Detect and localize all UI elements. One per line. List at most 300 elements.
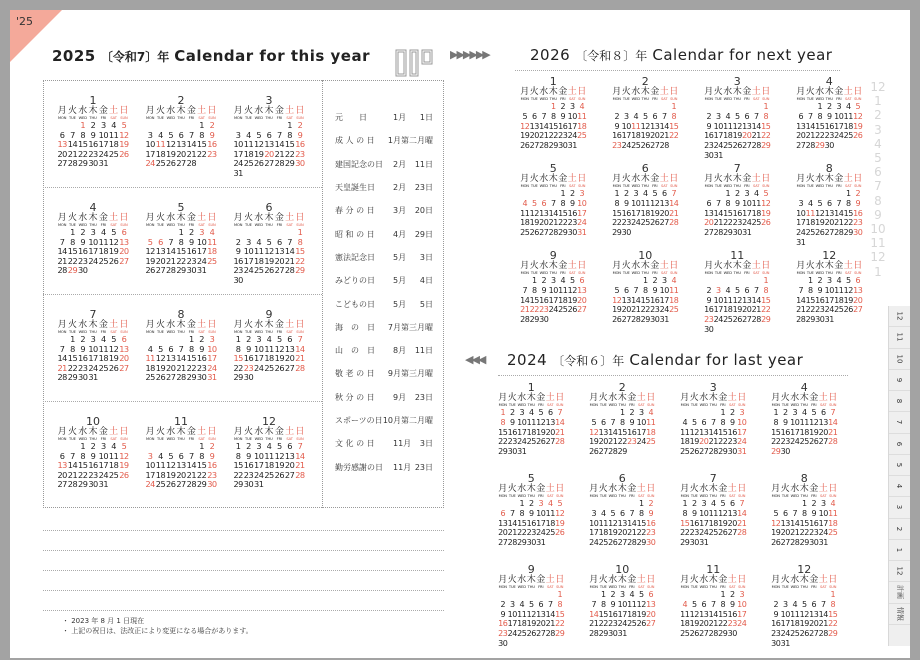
day-cell: 13 <box>659 198 669 208</box>
day-cell: 20 <box>539 218 549 228</box>
side-tab-label: 2 <box>895 526 904 531</box>
holiday-month: 5月 <box>393 252 407 262</box>
day-cell: 12 <box>520 121 530 131</box>
day-cell: 17 <box>818 518 828 528</box>
holiday-row <box>335 455 435 478</box>
corner-year-label: '25 <box>16 15 34 28</box>
day-cell: 2 <box>652 276 658 285</box>
weekday-eng-label: WED <box>699 494 708 498</box>
day-cell: 16 <box>780 427 790 437</box>
day-cell: 24 <box>98 148 109 159</box>
day-cell <box>806 102 816 112</box>
day-cell: 2 <box>773 599 779 609</box>
day-cell: 4 <box>648 408 654 417</box>
day-cell: 9 <box>560 111 566 121</box>
weekday-label: 日 <box>669 174 679 184</box>
day-cell: 26 <box>520 141 530 151</box>
day-cell: 5 <box>266 236 272 247</box>
day-cell: 19 <box>689 437 699 447</box>
side-tab-label: 11 <box>895 332 904 342</box>
day-cell: 22 <box>233 362 243 373</box>
weekday-eng-label: MON <box>612 184 621 188</box>
weekday-label: 木 <box>88 427 98 437</box>
memo-line <box>43 590 444 591</box>
weekday-label: 火 <box>155 213 165 223</box>
day-cell <box>520 102 530 112</box>
weekday-label: 水 <box>539 261 549 271</box>
day-cell: 4 <box>579 102 585 111</box>
month-number: 1 <box>527 381 535 394</box>
day-cell: 3 <box>820 499 826 508</box>
weekday-label: 金 <box>650 261 660 271</box>
day-cell: 28 <box>57 372 67 383</box>
day-cell: 28 <box>186 479 197 490</box>
weekday-label: 土 <box>818 393 828 403</box>
day-cell: 1 <box>763 102 769 111</box>
last-year-label: Calendar for last year <box>629 351 804 369</box>
weekday-label: 水 <box>608 575 618 585</box>
day-cell: 16 <box>612 131 622 141</box>
day-cell: 20 <box>699 437 709 447</box>
day-cell: 17 <box>699 518 709 528</box>
weekday-label: 金 <box>186 320 196 330</box>
day-cell: 8 <box>70 236 75 247</box>
day-cell: 9 <box>188 236 194 247</box>
weekday-label: 土 <box>567 87 577 97</box>
day-cell: 30 <box>88 158 98 169</box>
day-cell: 15 <box>196 139 207 150</box>
day-cell: 19 <box>254 148 264 159</box>
weekday-eng-label: THU <box>709 585 717 589</box>
day-cell: 8 <box>519 508 525 518</box>
day-cell: 23 <box>727 619 737 629</box>
day-cell: 9 <box>235 246 241 257</box>
weekday-eng-label: THU <box>709 494 717 498</box>
weekday-row <box>771 485 838 494</box>
weekday-label: 金 <box>650 174 660 184</box>
holiday-date <box>393 345 435 356</box>
day-cell <box>714 189 724 199</box>
day-cell: 30 <box>196 372 207 383</box>
day-cell: 12 <box>843 285 853 295</box>
day-cell: 29 <box>771 447 781 457</box>
weekday-eng-label: SAT <box>286 437 293 441</box>
weekday-row <box>612 175 679 184</box>
weekday-row <box>589 394 656 403</box>
day-cell: 11 <box>520 208 530 218</box>
month-calendar <box>145 201 217 276</box>
day-cell: 14 <box>295 450 305 461</box>
day-cell: 2 <box>541 276 547 285</box>
day-cell: 30 <box>243 372 254 383</box>
weekday-label: 日 <box>577 261 587 271</box>
day-cell: 21 <box>555 427 565 437</box>
day-cell: 2 <box>734 189 740 198</box>
month-number: 6 <box>618 472 626 485</box>
holiday-date <box>393 159 435 170</box>
weekday-label: 日 <box>669 261 679 271</box>
side-tab-label: 6 <box>895 441 904 446</box>
day-cell: 1 <box>531 276 537 285</box>
day-cell: 21 <box>608 437 618 447</box>
day-cell: 30 <box>498 638 508 648</box>
weekday-eng-label: SAT <box>286 330 293 334</box>
day-cell: 6 <box>826 198 832 208</box>
day-cell: 13 <box>742 121 752 131</box>
day-cell: 4 <box>246 129 251 140</box>
weekday-label: 木 <box>799 575 809 585</box>
weekday-label: 日 <box>853 174 863 184</box>
holiday-row <box>335 129 435 152</box>
day-cell: 25 <box>254 265 264 276</box>
day-cell: 5 <box>845 276 851 285</box>
day-cell: 8 <box>550 111 556 121</box>
weekday-eng-label: SAT <box>820 494 827 498</box>
day-cell: 14 <box>669 198 679 208</box>
side-tab[interactable] <box>889 582 910 603</box>
day-cell: 11 <box>517 609 527 619</box>
day-cell: 9 <box>855 198 861 208</box>
day-cell: 18 <box>207 246 217 257</box>
side-tab[interactable] <box>889 540 910 561</box>
day-cell <box>622 102 632 112</box>
day-cell: 8 <box>671 111 677 121</box>
day-cell: 20 <box>119 353 129 364</box>
day-cell: 20 <box>824 218 834 228</box>
weekday-label: 水 <box>517 484 527 494</box>
weekday-label: 日 <box>207 427 217 437</box>
weekday-eng-label: MON <box>233 223 243 227</box>
day-cell: 15 <box>723 208 733 218</box>
weekday-label: 火 <box>780 575 790 585</box>
day-cell: 28 <box>186 158 197 169</box>
weekday-eng-label: SAT <box>753 184 760 188</box>
weekday-label: 日 <box>853 87 863 97</box>
weekday-eng-label: THU <box>641 184 649 188</box>
day-cell: 29 <box>828 629 838 639</box>
day-grid <box>680 590 747 639</box>
day-cell: 21 <box>67 469 78 480</box>
day-cell: 24 <box>699 528 709 538</box>
weekday-row <box>612 262 679 271</box>
weekday-label: 水 <box>723 261 733 271</box>
weekday-row <box>145 321 217 330</box>
day-cell <box>771 499 781 509</box>
day-cell: 10 <box>577 198 587 208</box>
day-cell: 5 <box>642 111 648 121</box>
weekday-label: 水 <box>166 213 176 223</box>
weekday-eng-label: SAT <box>198 223 205 227</box>
weekday-eng-label: SUN <box>854 97 862 101</box>
month-number: 12 <box>797 563 812 576</box>
day-cell: 4 <box>519 599 525 609</box>
side-tab[interactable] <box>889 412 910 433</box>
day-cell: 12 <box>689 609 699 619</box>
side-tab[interactable] <box>889 497 910 518</box>
day-cell: 12 <box>529 208 539 218</box>
month-calendar <box>680 563 747 639</box>
day-cell: 14 <box>166 246 176 257</box>
day-cell: 11 <box>264 343 274 354</box>
weekday-eng-label: SAT <box>569 271 576 275</box>
weekday-eng-label: MON <box>771 403 780 407</box>
weekday-label: 金 <box>809 393 819 403</box>
weekday-label: 水 <box>539 87 549 97</box>
weekday-eng-label: FRI <box>100 223 106 227</box>
holiday-month: 4月 <box>393 229 407 239</box>
day-cell: 10 <box>254 343 264 354</box>
day-cell: 1 <box>80 441 86 451</box>
holiday-month: 9月 <box>387 369 401 379</box>
month-calendar <box>704 75 771 161</box>
day-cell: 14 <box>548 208 558 218</box>
day-cell: 17 <box>88 353 98 364</box>
side-tab-label: 情報 <box>895 606 904 621</box>
day-cell: 9 <box>826 111 832 121</box>
day-cell: 24 <box>517 437 527 447</box>
side-tab[interactable] <box>889 519 910 540</box>
holiday-date <box>383 415 435 426</box>
day-cell: 9 <box>541 285 547 295</box>
weekday-eng-label: MON <box>145 223 155 227</box>
day-cell: 29 <box>176 265 186 276</box>
weekday-eng-label: TUE <box>622 97 630 101</box>
day-cell: 26 <box>108 362 119 373</box>
day-cell: 14 <box>555 417 565 427</box>
day-cell: 5 <box>652 189 658 198</box>
day-cell: 17 <box>713 131 723 141</box>
day-cell: 16 <box>196 353 207 364</box>
day-cell: 9 <box>80 343 86 354</box>
day-cell: 25 <box>669 305 679 315</box>
day-cell: 21 <box>166 255 176 266</box>
weekday-label: 月 <box>680 484 690 494</box>
day-cell: 14 <box>828 417 838 427</box>
day-cell: 12 <box>274 450 285 461</box>
day-cell <box>508 499 518 509</box>
day-cell: 13 <box>824 208 834 218</box>
weekday-eng-label: THU <box>618 403 626 407</box>
day-cell: 30 <box>650 315 660 325</box>
weekday-label: 土 <box>727 484 737 494</box>
weekday-eng-label: MON <box>704 184 713 188</box>
weekday-label: 月 <box>233 427 243 437</box>
side-tab[interactable] <box>889 604 910 625</box>
weekday-eng-label: FRI <box>276 223 282 227</box>
side-index-tabs <box>888 306 910 646</box>
weekday-label: 木 <box>88 320 98 330</box>
day-cell: 18 <box>646 427 656 437</box>
footnotes <box>62 616 253 636</box>
weekday-eng-label: TUE <box>690 585 698 589</box>
day-cell: 4 <box>256 236 262 247</box>
day-cell: 2 <box>509 408 515 417</box>
day-cell: 20 <box>577 295 587 305</box>
day-cell: 29 <box>517 538 527 548</box>
weekday-eng-label: WED <box>723 97 732 101</box>
side-tab[interactable] <box>889 561 910 582</box>
weekday-label: 金 <box>718 575 728 585</box>
weekday-label: 木 <box>640 261 650 271</box>
day-cell: 27 <box>742 141 752 151</box>
day-cell: 12 <box>536 417 546 427</box>
day-grid <box>680 499 747 548</box>
weekday-label: 金 <box>186 427 196 437</box>
weekday-eng-label: TUE <box>157 116 164 120</box>
day-cell: 22 <box>78 469 88 480</box>
month-calendar <box>57 94 129 169</box>
holiday-day: 11日 <box>414 159 433 169</box>
day-cell: 26 <box>799 629 809 639</box>
day-cell: 20 <box>742 131 752 141</box>
day-cell: 26 <box>809 437 819 447</box>
weekday-eng-label: WED <box>631 184 640 188</box>
day-cell: 31 <box>780 638 790 648</box>
day-cell <box>527 590 537 600</box>
day-cell: 5 <box>147 236 153 247</box>
weekday-label: 金 <box>536 484 546 494</box>
day-cell: 18 <box>108 139 119 150</box>
weekday-eng-label: WED <box>78 223 87 227</box>
day-grid <box>771 408 838 457</box>
side-tab[interactable] <box>889 391 910 412</box>
day-grid <box>796 276 863 325</box>
day-cell: 3 <box>591 508 597 518</box>
holiday-day: 4日 <box>419 276 433 286</box>
weekday-eng-label: SAT <box>569 97 576 101</box>
weekday-eng-label: MON <box>612 97 621 101</box>
day-cell: 15 <box>718 609 728 619</box>
day-cell: 13 <box>166 353 176 364</box>
day-cell: 24 <box>88 362 98 373</box>
day-cell: 5 <box>168 129 174 140</box>
weekday-eng-label: WED <box>254 437 263 441</box>
weekday-eng-label: SAT <box>569 184 576 188</box>
weekday-eng-label: WED <box>815 271 824 275</box>
day-cell: 8 <box>199 450 204 461</box>
next-arrows: ▶▶▶▶▶▶ <box>450 48 489 61</box>
side-tab[interactable] <box>889 306 910 327</box>
side-tab[interactable] <box>889 327 910 348</box>
day-cell: 15 <box>640 295 650 305</box>
side-tab[interactable] <box>889 370 910 391</box>
day-cell: 16 <box>704 305 714 315</box>
side-tab[interactable] <box>889 349 910 370</box>
weekday-label: 火 <box>805 87 815 97</box>
weekday-row <box>145 214 217 223</box>
weekday-eng-label: SAT <box>753 271 760 275</box>
day-cell: 23 <box>186 255 197 266</box>
holiday-name: 山 の 日 <box>335 346 375 356</box>
weekday-row <box>57 214 129 223</box>
holiday-date <box>388 135 435 146</box>
day-cell: 18 <box>631 131 641 141</box>
day-cell: 25 <box>631 141 641 151</box>
day-cell: 3 <box>199 227 204 237</box>
weekday-eng-label: SUN <box>670 97 678 101</box>
month-calendar <box>520 162 587 238</box>
weekday-label: 木 <box>264 213 274 223</box>
day-cell: 20 <box>818 427 828 437</box>
day-cell: 17 <box>98 139 109 150</box>
day-cell: 4 <box>682 417 688 427</box>
weekday-row <box>498 485 565 494</box>
day-cell: 17 <box>589 528 599 538</box>
weekday-label: 月 <box>704 87 714 97</box>
side-tab[interactable] <box>889 434 910 455</box>
weekday-label: 土 <box>727 575 737 585</box>
day-cell: 11 <box>723 121 733 131</box>
day-cell: 17 <box>548 295 558 305</box>
weekday-label: 月 <box>145 320 155 330</box>
weekday-row <box>771 394 838 403</box>
day-cell: 13 <box>809 609 819 619</box>
day-cell: 31 <box>254 479 264 490</box>
weekday-eng-label: WED <box>539 271 548 275</box>
day-cell: 13 <box>853 285 863 295</box>
day-cell: 17 <box>577 208 587 218</box>
side-tab[interactable] <box>889 455 910 476</box>
weekday-eng-label: SAT <box>547 403 554 407</box>
weekday-label: 金 <box>186 213 196 223</box>
day-cell: 1 <box>807 276 813 285</box>
day-cell: 5 <box>121 120 127 130</box>
holiday-day: 23日 <box>414 392 433 402</box>
day-cell: 19 <box>608 528 618 538</box>
weekday-label: 火 <box>713 261 723 271</box>
weekday-eng-label: TUE <box>714 184 722 188</box>
day-cell: 22 <box>186 362 197 373</box>
weekday-eng-label: SUN <box>296 330 304 334</box>
side-tab[interactable] <box>889 476 910 497</box>
day-cell: 3 <box>509 599 515 609</box>
holiday-name: 文 化 の 日 <box>335 439 375 449</box>
day-cell: 1 <box>720 590 726 599</box>
day-cell: 14 <box>708 427 718 437</box>
day-cell: 29 <box>718 447 728 457</box>
day-cell: 11 <box>598 518 608 528</box>
weekday-eng-label: MON <box>796 271 805 275</box>
day-cell: 8 <box>70 343 75 354</box>
day-cell <box>771 590 781 600</box>
holiday-month: 5月 <box>393 276 407 286</box>
day-cell <box>699 590 709 600</box>
weekday-label: 木 <box>640 174 650 184</box>
day-cell: 24 <box>659 305 669 315</box>
day-cell: 18 <box>843 121 853 131</box>
day-cell: 1 <box>763 276 769 285</box>
weekday-eng-label: TUE <box>157 437 164 441</box>
memo-line <box>43 550 444 551</box>
weekday-eng-label: TUE <box>245 116 252 120</box>
next-year-era: 〔令和８〕年 <box>575 49 648 63</box>
day-cell: 10 <box>713 295 723 305</box>
day-cell: 15 <box>612 208 622 218</box>
weekday-eng-label: SUN <box>208 116 216 120</box>
day-cell: 9 <box>648 508 654 518</box>
day-cell <box>599 408 609 418</box>
day-cell: 31 <box>567 141 577 151</box>
holiday-row <box>335 432 435 455</box>
month-number: 3 <box>265 94 273 107</box>
day-cell: 25 <box>108 469 119 480</box>
day-cell: 30 <box>539 315 549 325</box>
day-cell: 19 <box>589 437 599 447</box>
day-cell: 27 <box>699 447 709 457</box>
day-cell: 22 <box>498 437 508 447</box>
day-cell: 12 <box>612 295 622 305</box>
weekday-eng-label: FRI <box>188 437 194 441</box>
